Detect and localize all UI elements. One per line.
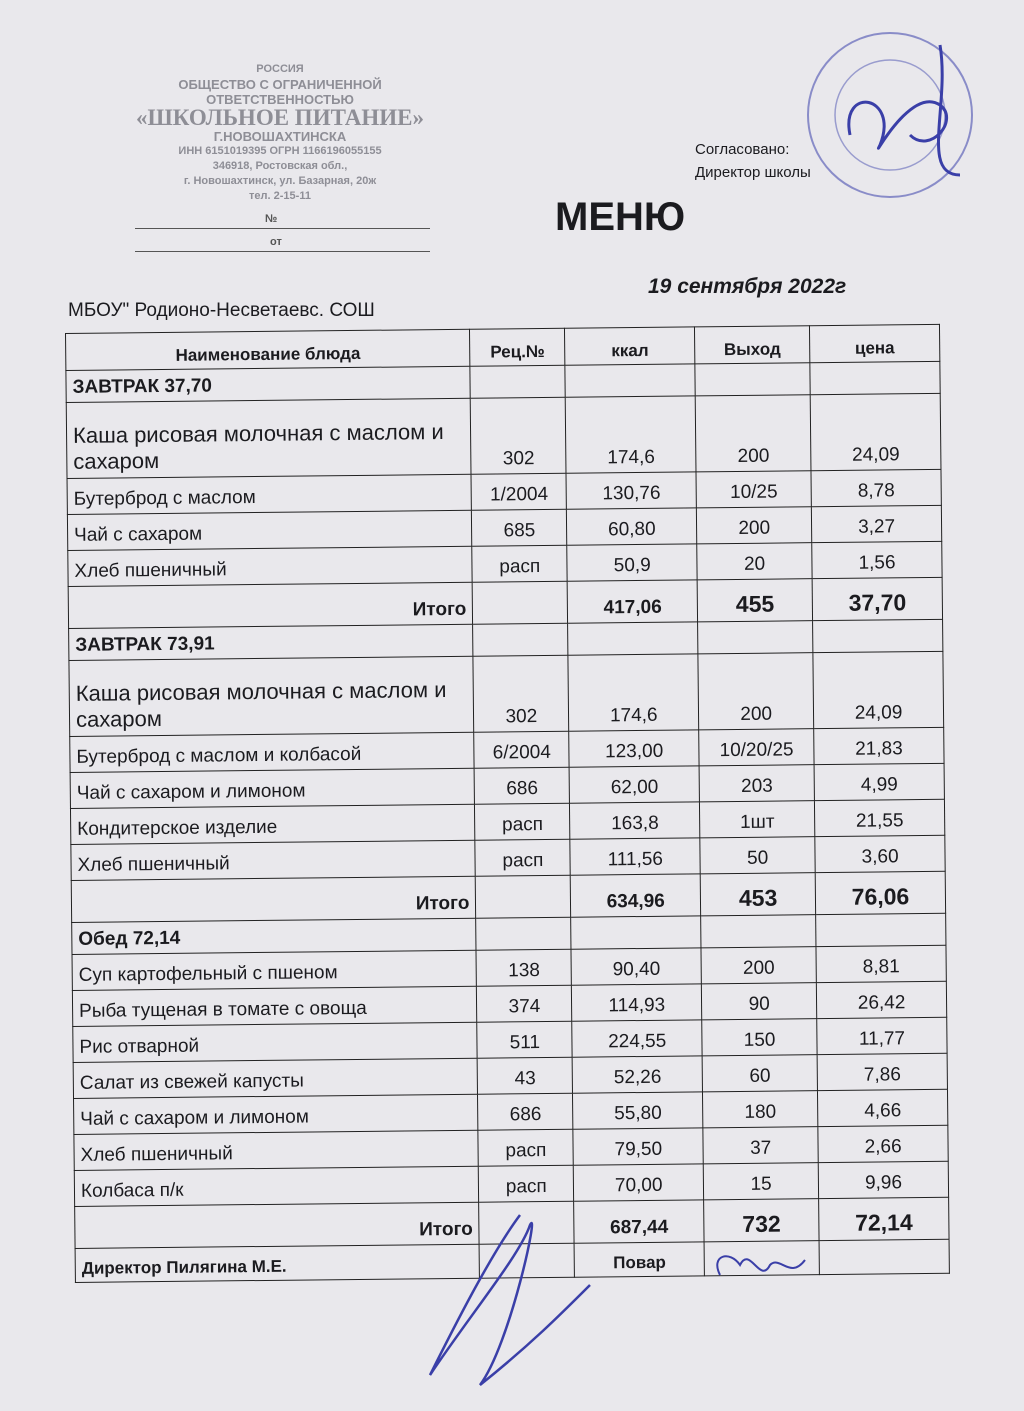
output: 200 bbox=[701, 947, 816, 984]
output: 20 bbox=[697, 543, 812, 580]
price: 24,09 bbox=[810, 393, 941, 470]
recipe-number: 1/2004 bbox=[471, 473, 566, 510]
dish-name: Итого bbox=[71, 876, 476, 922]
price bbox=[816, 913, 946, 946]
calories bbox=[565, 364, 695, 397]
recipe-number: 686 bbox=[478, 1093, 573, 1130]
recipe-number: 302 bbox=[471, 397, 567, 474]
dish-name: Обед 72,14 bbox=[72, 918, 477, 954]
recipe-number: 511 bbox=[477, 1021, 572, 1058]
price: 24,09 bbox=[813, 651, 944, 728]
company-stamp: РОССИЯ ОБЩЕСТВО С ОГРАНИЧЕННОЙ ОТВЕТСТВЕННОСТЬЮ «ШКОЛЬНОЕ ПИТАНИЕ» Г.НОВОШАХТИНСКА ИНН 6151019395 ОГРН 1166196055155 346918, Ростовская обл., г. Новошахтинск, ул. Базарная, 20ж тел. 2-15-11 № от bbox=[130, 62, 430, 252]
dish-name: Суп картофельный с пшеном bbox=[72, 950, 477, 990]
output: 732 bbox=[704, 1199, 819, 1242]
price: 3,27 bbox=[811, 505, 941, 542]
calories: 634,96 bbox=[571, 874, 701, 917]
price: 37,70 bbox=[812, 577, 942, 620]
output: 150 bbox=[702, 1019, 817, 1056]
dish-row bbox=[69, 651, 944, 736]
recipe-number bbox=[479, 1201, 574, 1244]
header-price: цена bbox=[810, 324, 940, 362]
calories: 79,50 bbox=[573, 1128, 703, 1165]
approval-block: Согласовано: Директор школы bbox=[695, 141, 811, 181]
recipe-number bbox=[470, 365, 565, 398]
menu-date: 19 сентября 2022г bbox=[648, 275, 847, 298]
header-output: Выход bbox=[695, 326, 810, 364]
dish-name: Бутерброд с маслом bbox=[67, 474, 472, 514]
header-dish: Наименование блюда bbox=[66, 329, 471, 370]
recipe-number: расп bbox=[475, 803, 570, 840]
dish-name: Рис отварной bbox=[73, 1022, 478, 1062]
dish-name: ЗАВТРАК 73,91 bbox=[69, 624, 474, 660]
director-label: Директор Пилягина М.Е. bbox=[75, 1244, 480, 1282]
recipe-number bbox=[473, 581, 568, 624]
price: 2,66 bbox=[818, 1125, 948, 1162]
output: 60 bbox=[702, 1055, 817, 1092]
output: 455 bbox=[697, 579, 812, 622]
recipe-number: расп bbox=[478, 1129, 573, 1166]
recipe-number: 138 bbox=[476, 949, 571, 986]
price: 8,81 bbox=[816, 945, 946, 982]
school-seal-icon bbox=[790, 25, 990, 215]
price: 4,99 bbox=[814, 763, 944, 800]
calories bbox=[568, 622, 698, 655]
dish-row bbox=[66, 393, 941, 478]
dish-name: Каша рисовая молочная с маслом и сахаром bbox=[66, 398, 471, 478]
output bbox=[698, 621, 813, 654]
header-kcal: ккал bbox=[565, 327, 695, 365]
dish-name: Хлеб пшеничный bbox=[71, 840, 476, 880]
calories: 123,00 bbox=[569, 730, 699, 767]
date-line: от bbox=[135, 235, 430, 252]
price: 1,56 bbox=[812, 541, 942, 578]
recipe-number: 374 bbox=[477, 985, 572, 1022]
recipe-number: 686 bbox=[474, 767, 569, 804]
dish-name: Салат из свежей капусты bbox=[73, 1058, 478, 1098]
recipe-number: расп bbox=[479, 1165, 574, 1202]
recipe-number: 6/2004 bbox=[474, 731, 569, 768]
calories: 62,00 bbox=[569, 766, 699, 803]
menu-table bbox=[65, 324, 950, 1283]
dish-name: Чай с сахаром и лимоном bbox=[74, 1094, 479, 1134]
calories: 417,06 bbox=[567, 580, 697, 623]
price: 9,96 bbox=[818, 1161, 948, 1198]
recipe-number bbox=[476, 917, 571, 950]
header-recipe: Рец.№ bbox=[470, 328, 565, 366]
price: 21,83 bbox=[814, 727, 944, 764]
output: 203 bbox=[699, 765, 814, 802]
calories: 55,80 bbox=[573, 1092, 703, 1129]
calories: 111,56 bbox=[570, 838, 700, 875]
recipe-number bbox=[473, 623, 568, 656]
output: 90 bbox=[702, 983, 817, 1020]
output bbox=[695, 363, 810, 396]
price bbox=[813, 619, 943, 652]
calories: 687,44 bbox=[574, 1200, 704, 1243]
recipe-number: 302 bbox=[473, 655, 569, 732]
dish-name: Хлеб пшеничный bbox=[68, 546, 473, 586]
calories: 60,80 bbox=[567, 508, 697, 545]
output: 200 bbox=[695, 395, 811, 472]
calories: 130,76 bbox=[566, 472, 696, 509]
dish-name: Итого bbox=[68, 582, 473, 628]
output: 200 bbox=[698, 653, 814, 730]
output: 50 bbox=[700, 837, 815, 874]
output: 453 bbox=[700, 873, 815, 916]
output: 15 bbox=[703, 1163, 818, 1200]
dish-name: Кондитерское изделие bbox=[70, 804, 475, 844]
dish-name: Бутерброд с маслом и колбасой bbox=[70, 732, 475, 772]
number-line: № bbox=[135, 212, 430, 229]
calories: 174,6 bbox=[566, 396, 697, 473]
dish-name: ЗАВТРАК 37,70 bbox=[66, 366, 471, 402]
price: 72,14 bbox=[819, 1197, 949, 1240]
calories: 90,40 bbox=[571, 948, 701, 985]
output: 200 bbox=[697, 507, 812, 544]
dish-name: Чай с сахаром bbox=[67, 510, 472, 550]
page-title: МЕНЮ bbox=[555, 195, 686, 239]
price: 76,06 bbox=[815, 871, 945, 914]
calories bbox=[571, 916, 701, 949]
price: 11,77 bbox=[817, 1017, 947, 1054]
dish-name: Чай с сахаром и лимоном bbox=[70, 768, 475, 808]
price: 21,55 bbox=[815, 799, 945, 836]
dish-name: Итого bbox=[75, 1202, 480, 1248]
recipe-number: 685 bbox=[472, 509, 567, 546]
calories: 163,8 bbox=[570, 802, 700, 839]
dish-name: Хлеб пшеничный bbox=[74, 1130, 479, 1170]
dish-name: Рыба тущеная в томате с овоща bbox=[72, 986, 477, 1026]
price: 3,60 bbox=[815, 835, 945, 872]
output: 1шт bbox=[700, 801, 815, 838]
recipe-number: 43 bbox=[478, 1057, 573, 1094]
calories: 70,00 bbox=[574, 1164, 704, 1201]
price bbox=[810, 361, 940, 394]
calories: 50,9 bbox=[567, 544, 697, 581]
price: 26,42 bbox=[816, 981, 946, 1018]
dish-name: Каша рисовая молочная с маслом и сахаром bbox=[69, 656, 474, 736]
calories: 114,93 bbox=[572, 984, 702, 1021]
school-name: МБОУ" Родионо-Несветаевс. СОШ bbox=[68, 300, 375, 321]
price: 4,66 bbox=[818, 1089, 948, 1126]
dish-name: Колбаса п/к bbox=[74, 1166, 479, 1206]
recipe-number bbox=[476, 875, 571, 918]
output: 10/25 bbox=[696, 471, 811, 508]
recipe-number: расп bbox=[472, 545, 567, 582]
calories: 174,6 bbox=[568, 654, 699, 731]
recipe-number: расп bbox=[475, 839, 570, 876]
output: 10/20/25 bbox=[699, 729, 814, 766]
calories: 224,55 bbox=[572, 1020, 702, 1057]
price: 7,86 bbox=[817, 1053, 947, 1090]
calories: 52,26 bbox=[572, 1056, 702, 1093]
output: 180 bbox=[703, 1091, 818, 1128]
price: 8,78 bbox=[811, 469, 941, 506]
output bbox=[701, 915, 816, 948]
cook-label: Повар bbox=[574, 1242, 704, 1277]
output: 37 bbox=[703, 1127, 818, 1164]
